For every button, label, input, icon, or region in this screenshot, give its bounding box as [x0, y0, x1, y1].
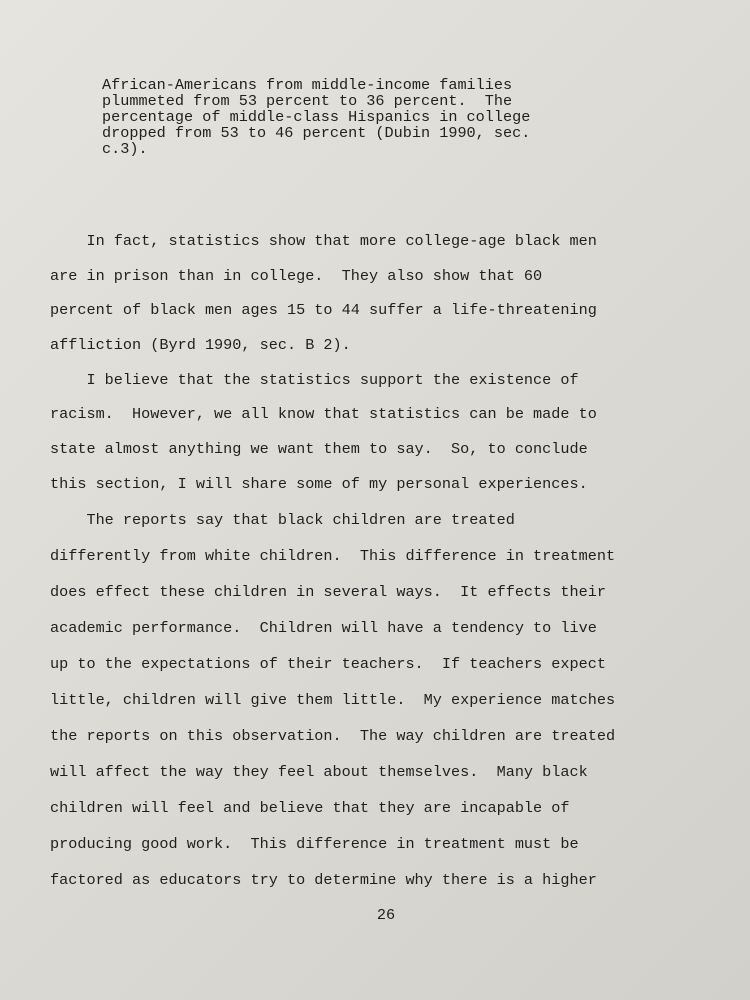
- body-line: I believe that the statistics support the existence of: [50, 371, 579, 389]
- body-line: state almost anything we want them to say. So, to conclude: [50, 440, 588, 458]
- body-line: this section, I will share some of my personal experiences.: [50, 475, 588, 493]
- body-line: racism. However, we all know that statistics can be made to: [50, 405, 597, 423]
- body-line: up to the expectations of their teachers. If teachers expect: [50, 655, 606, 673]
- block-quote: [102, 77, 622, 157]
- body-line: does effect these children in several ways. It effects their: [50, 583, 606, 601]
- body-line: are in prison than in college. They also show that 60: [50, 267, 543, 285]
- quote-line: African-Americans from middle-income families: [102, 76, 513, 94]
- body-line: academic performance. Children will have a tendency to live: [50, 619, 597, 637]
- body-line: The reports say that black children are treated: [50, 511, 515, 529]
- quote-line: dropped from 53 to 46 percent (Dubin 1990, sec.: [102, 124, 531, 142]
- body-line: affliction (Byrd 1990, sec. B 2).: [50, 336, 351, 354]
- body-line: factored as educators try to determine why there is a higher: [50, 871, 597, 889]
- quote-line: c.3).: [102, 140, 148, 158]
- body-line: will affect the way they feel about themselves. Many black: [50, 763, 588, 781]
- body-line: the reports on this observation. The way children are treated: [50, 727, 616, 745]
- page-number: 26: [376, 906, 396, 924]
- body-line: producing good work. This difference in treatment must be: [50, 835, 579, 853]
- body-line: differently from white children. This difference in treatment: [50, 547, 616, 565]
- body-line: little, children will give them little. My experience matches: [50, 691, 616, 709]
- quote-line: percentage of middle-class Hispanics in college: [102, 108, 531, 126]
- body-line: percent of black men ages 15 to 44 suffer a life-threatening: [50, 301, 597, 319]
- quote-line: plummeted from 53 percent to 36 percent. The: [102, 92, 513, 110]
- body-line: children will feel and believe that they are incapable of: [50, 799, 570, 817]
- body-line: In fact, statistics show that more college-age black men: [50, 232, 597, 250]
